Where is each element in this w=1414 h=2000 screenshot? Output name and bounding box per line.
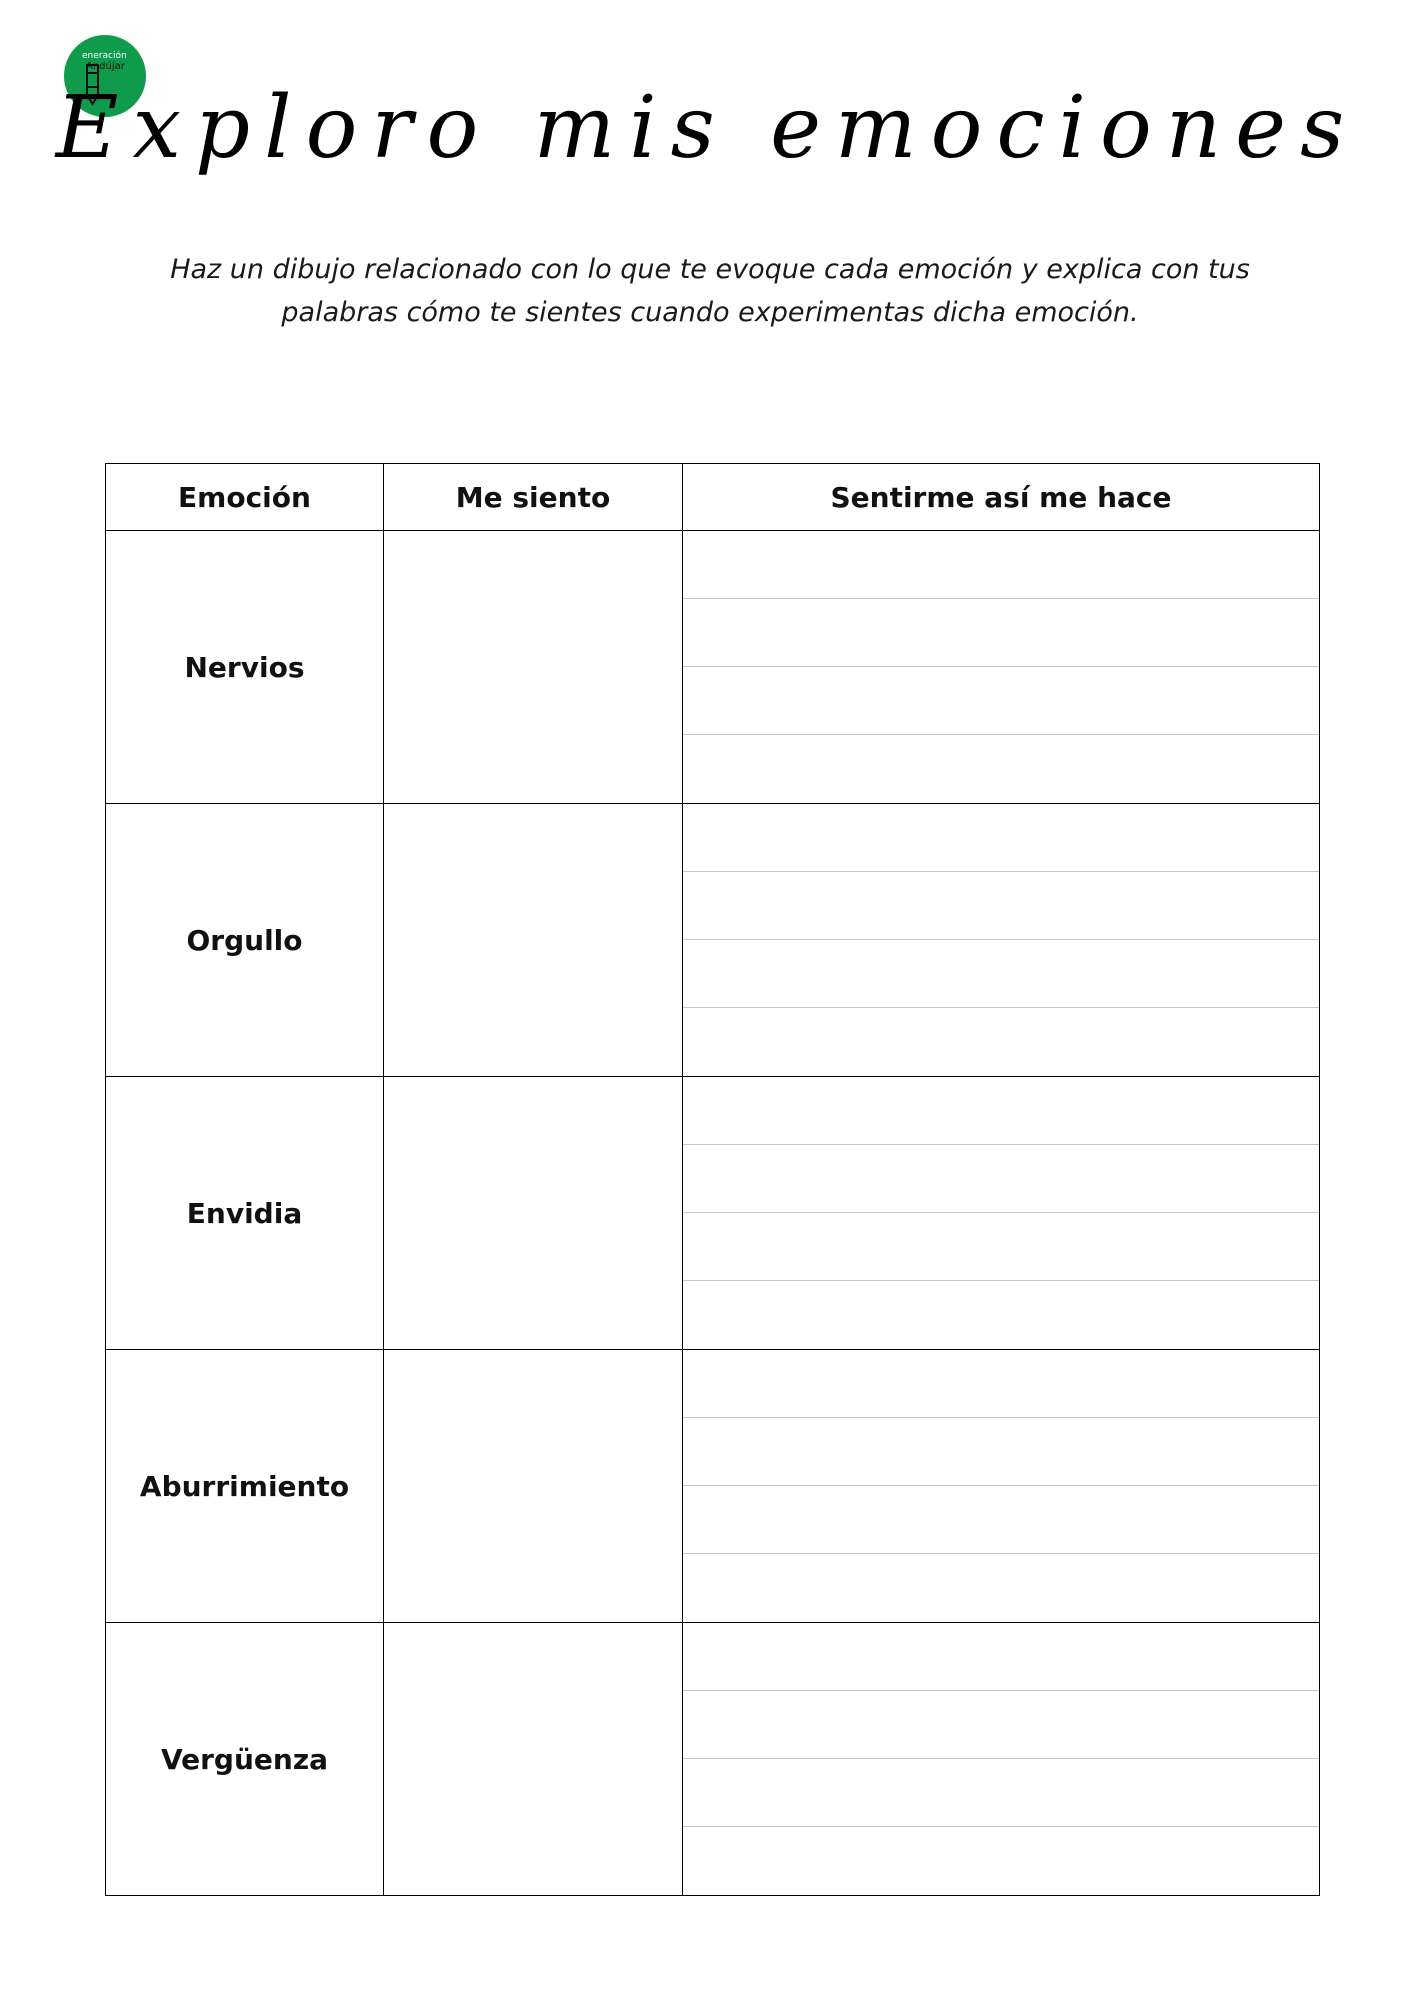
header-sentirme: Sentirme así me hace — [683, 464, 1320, 531]
drawing-area[interactable] — [384, 804, 683, 1077]
writing-line[interactable] — [683, 1281, 1319, 1349]
writing-line[interactable] — [683, 940, 1319, 1008]
page-title: Exploro mis emociones — [55, 78, 1359, 178]
table-row — [106, 1077, 1320, 1350]
writing-line[interactable] — [683, 1418, 1319, 1486]
writing-line[interactable] — [683, 1213, 1319, 1281]
writing-line[interactable] — [683, 599, 1319, 667]
writing-area[interactable] — [683, 1623, 1320, 1896]
drawing-area[interactable] — [384, 1350, 683, 1623]
writing-line[interactable] — [683, 1623, 1319, 1691]
emotion-label: Aburrimiento — [106, 1350, 384, 1623]
header-emotion: Emoción — [106, 464, 384, 531]
table-row — [106, 1350, 1320, 1623]
writing-line[interactable] — [683, 735, 1319, 803]
writing-line[interactable] — [683, 531, 1319, 599]
writing-line[interactable] — [683, 1691, 1319, 1759]
writing-area[interactable] — [683, 1077, 1320, 1350]
table-header-row — [106, 464, 1320, 531]
header-me-siento: Me siento — [384, 464, 683, 531]
writing-line[interactable] — [683, 804, 1319, 872]
writing-line[interactable] — [683, 1554, 1319, 1622]
writing-line[interactable] — [683, 1350, 1319, 1418]
writing-area[interactable] — [683, 531, 1320, 804]
writing-area[interactable] — [683, 804, 1320, 1077]
table-row — [106, 531, 1320, 804]
emotion-label: Vergüenza — [106, 1623, 384, 1896]
emotion-label: Envidia — [106, 1077, 384, 1350]
writing-line[interactable] — [683, 1827, 1319, 1895]
writing-line[interactable] — [683, 667, 1319, 735]
drawing-area[interactable] — [384, 1077, 683, 1350]
emotion-label: Orgullo — [106, 804, 384, 1077]
writing-line[interactable] — [683, 1486, 1319, 1554]
writing-line[interactable] — [683, 872, 1319, 940]
table-row — [106, 1623, 1320, 1896]
drawing-area[interactable] — [384, 1623, 683, 1896]
writing-line[interactable] — [683, 1077, 1319, 1145]
writing-line[interactable] — [683, 1008, 1319, 1076]
logo-text-line2: Andújar — [86, 61, 125, 72]
writing-line[interactable] — [683, 1145, 1319, 1213]
writing-line[interactable] — [683, 1759, 1319, 1827]
table-row — [106, 804, 1320, 1077]
instructions: Haz un dibujo relacionado con lo que te evoque cada emoción y explica con tus palabras cómo te sientes cuando experimentas dicha emoción. — [170, 254, 1250, 328]
emotions-table — [105, 463, 1320, 1896]
logo-text-line1: eneración — [82, 51, 127, 61]
drawing-area[interactable] — [384, 531, 683, 804]
writing-area[interactable] — [683, 1350, 1320, 1623]
emotion-label: Nervios — [106, 531, 384, 804]
